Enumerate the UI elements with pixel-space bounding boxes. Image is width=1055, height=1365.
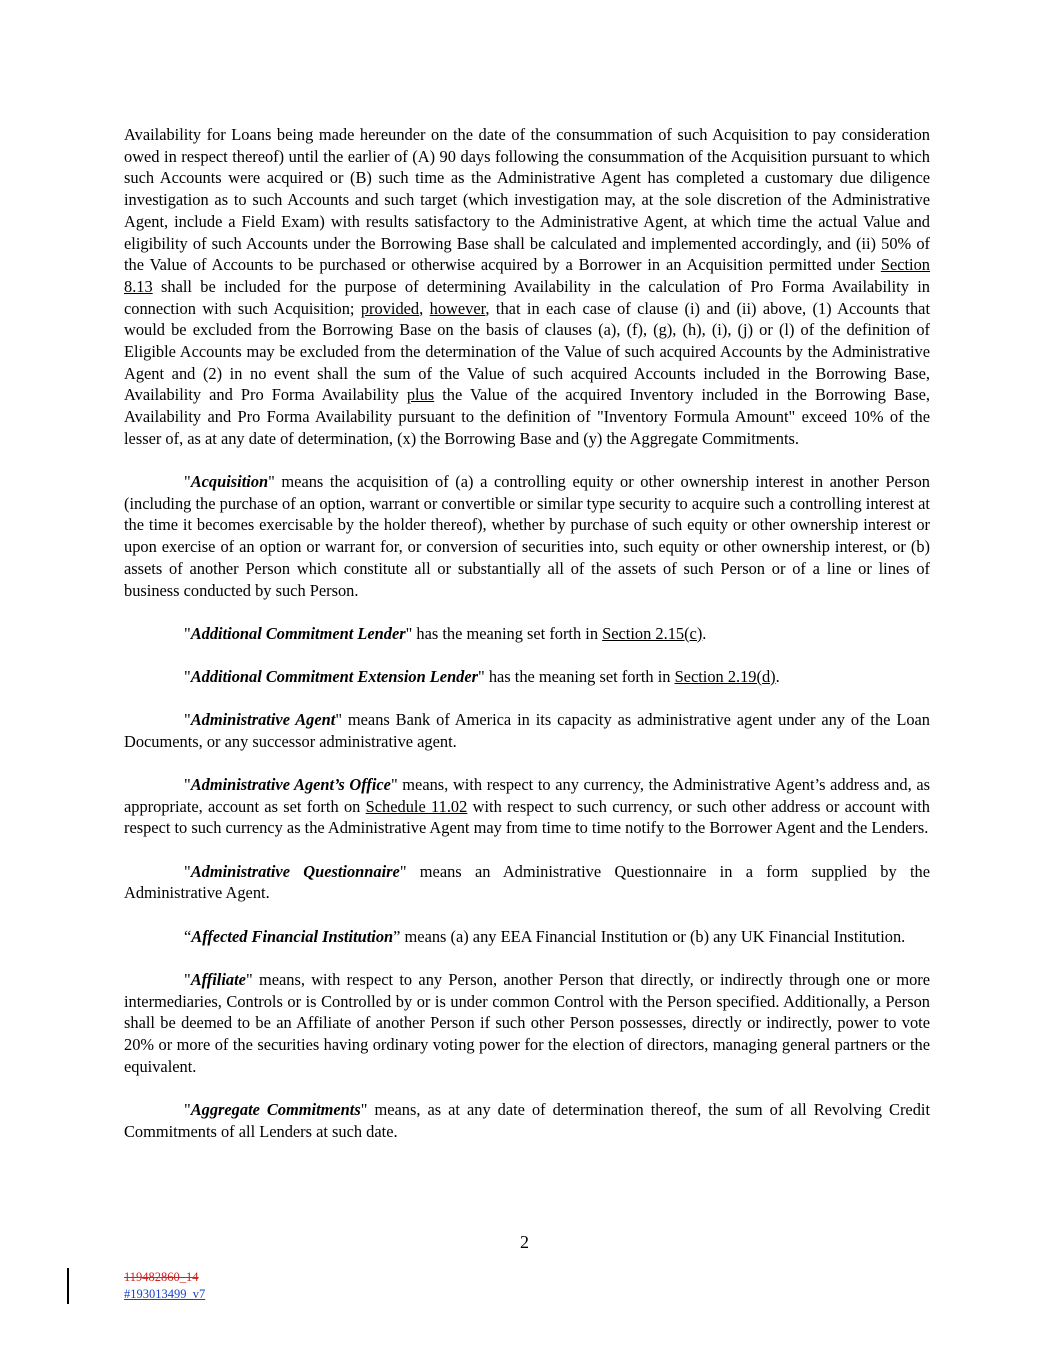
deleted-document-id: 119482860_14 [124,1270,199,1284]
definition-affected-financial-institution: “Affected Financial Institution” means (a) any EEA Financial Institution or (b) any UK Financial Institution. [184,926,906,946]
definition-acquisition: "Acquisition" means the acquisition of (a) a controlling equity or other ownership interest in another Person (including the purchase of an option, warrant or convertible or similar type security to acquire such a controlling interest at the time it becomes exercisable by the holder thereof), whether by purchase of such equity or other ownership interest or upon exercise of an option or warrant for, or conversion of securities into, such equity or other ownership interest, or (b) assets of another Person which constitute all or substantially all of the assets of such Person or of a line or lines of business conducted by such Person. [124,472,930,600]
defined-term: Aggregate Commitments [190,1099,361,1119]
however-term: however [429,298,486,318]
definition-administrative-agents-office: "Administrative Agent’s Office" means, with respect to any currency, the Administrative Agent’s address and, as appropriate, account as set forth on Schedule 11.02 with respect to such currency, or such other address or account with respect to such currency as the Administrative Agent may from time to time notify to the Borrower Agent and the Lenders. [124,775,931,838]
provided-term: provided [360,298,420,318]
defined-term: Administrative Questionnaire [190,861,400,881]
plus-term: plus [406,385,435,405]
defined-term: Affected Financial Institution [191,926,394,946]
paragraph-continuation: Availability for Loans being made hereunder on the date of the consummation of such Acquisition to pay consideration owed in respect thereof) until the earlier of (A) 90 days following the consummation of the Acquisition pursuant to which such Accounts were acquired or (B) such time as the Administrative Agent has completed a customary due diligence investigation as to such Accounts and such target (which investigation may, at the sole discretion of the Administrative Agent, include a Field Exam) with results satisfactory to the Administrative Agent, at which time the actual Value and eligibility of such Accounts under the Borrowing Base shall be calculated and implemented accordingly, and (ii) 50% of the Value of Accounts to be purchased or otherwise acquired by a Borrower in an Acquisition permitted under Section 8.13 shall be included for the purpose of determining Availability in the calculation of Pro Forma Availability in connection with such Acquisition; provided, however, that in each case of clause (i) and (ii) above, (1) Accounts that would be excluded from the Borrowing Base on the basis of clauses (a), (f), (g), (h), (i), (j) or (l) of the definition of Eligible Accounts may be excluded from the determination of the Value of such acquired Accounts by the Administrative Agent and (2) in no event shall the sum of the Value of such acquired Accounts included in the Borrowing Base, Availability and Pro Forma Availability plus the Value of the acquired Inventory included in the Borrowing Base, Availability and Pro Forma Availability pursuant to the definition of "Inventory Formula Amount" exceed 10% of the lesser of, as at any date of determination, (x) the Borrowing Base and (y) the Aggregate Commitments. [124,125,931,448]
section-reference: Section 2.15(c) [602,623,703,643]
definition-aggregate-commitments: "Aggregate Commitments" means, as at any date of determination thereof, the sum of all Revolving Credit Commitments of all Lenders at such date. [124,1099,930,1141]
document-body [124,124,930,1164]
defined-term: Acquisition [190,472,269,492]
schedule-reference: Schedule 11.02 [365,796,468,816]
defined-term: Administrative Agent’s Office [190,775,391,795]
page-number: 2 [520,1232,529,1252]
definition-affiliate: "Affiliate" means, with respect to any Person, another Person that directly, or indirectly through one or more intermediaries, Controls or is Controlled by or is under common Control with the Person specified. Additionally, a Person shall be deemed to be an Affiliate of another Person if such other Person possesses, directly or indirectly, power to vote 20% or more of the securities having ordinary voting power for the election of directors, managing general partners or the equivalent. [124,969,930,1076]
definition-administrative-agent: "Administrative Agent" means Bank of America in its capacity as administrative agent under any of the Loan Documents, or any successor administrative agent. [124,710,931,751]
change-bar [67,1268,69,1304]
defined-term: Affiliate [190,969,246,989]
inserted-document-id: #193013499_v7 [124,1287,206,1301]
defined-term: Additional Commitment Lender [190,623,406,643]
section-reference: Section 2.19(d) [674,666,776,686]
defined-term: Administrative Agent [190,710,336,730]
definition-additional-commitment-extension-lender: "Additional Commitment Extension Lender" has the meaning set forth in Section 2.19(d). [184,666,780,686]
definition-administrative-questionnaire: "Administrative Questionnaire" means an Administrative Questionnaire in a form supplied by the Administrative Agent. [124,861,931,903]
definition-additional-commitment-lender: "Additional Commitment Lender" has the meaning set forth in Section 2.15(c). [184,623,707,643]
section-reference: Section 8.13 [124,255,930,296]
defined-term: Additional Commitment Extension Lender [190,666,479,686]
